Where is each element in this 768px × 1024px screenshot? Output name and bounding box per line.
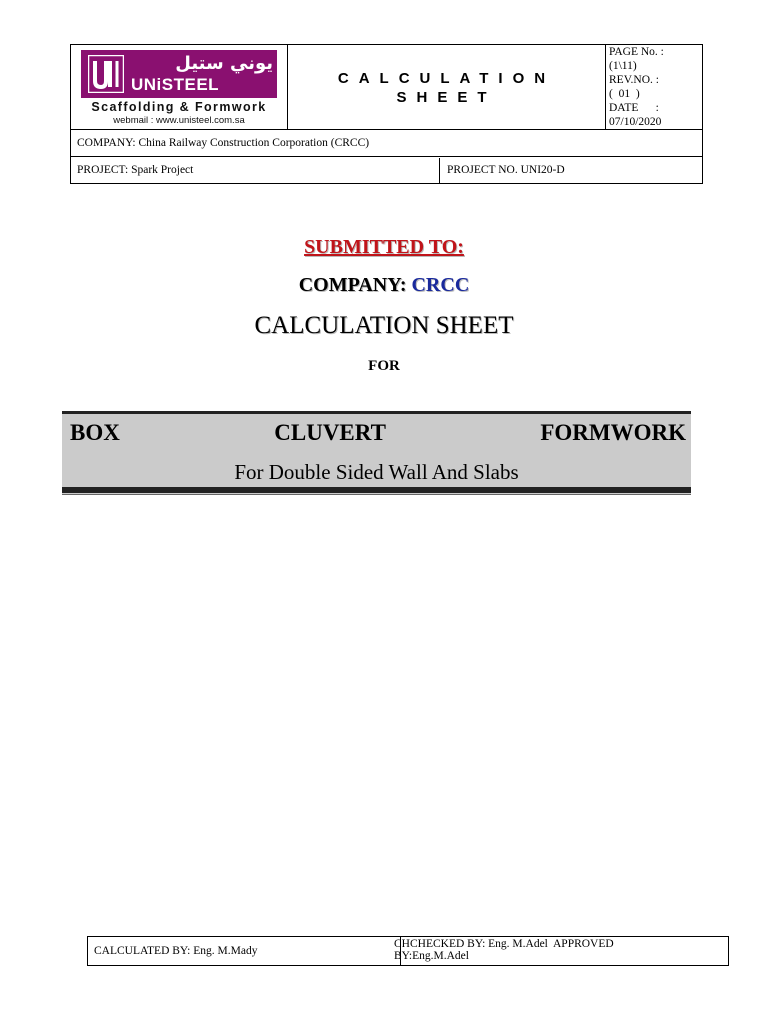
signature-table — [87, 936, 729, 966]
company-logo — [81, 50, 277, 98]
subject-banner — [62, 411, 691, 495]
banner-subtitle: For Double Sided Wall And Slabs — [234, 460, 519, 484]
banner-bottom-rule — [62, 487, 691, 493]
rev-label: REV.NO. : — [609, 74, 659, 86]
checked-approved-line1: CHCHECKED BY: Eng. M.Adel APPROVED — [394, 938, 614, 950]
sheet-title-line1: CALCULATION — [337, 70, 556, 87]
company-row: COMPANY: China Railway Construction Corporation (CRCC) — [71, 130, 702, 157]
project-name: PROJECT: Spark Project — [71, 158, 440, 183]
checked-approved-line2: BY:Eng.M.Adel — [394, 950, 469, 962]
calculated-by: CALCULATED BY: Eng. M.Mady — [88, 937, 401, 965]
header-table — [70, 44, 703, 184]
banner-top-rule — [62, 411, 691, 414]
banner-bottom-rule-thin — [62, 494, 691, 495]
header-top-row — [71, 45, 702, 130]
unisteel-logo-icon — [88, 55, 124, 93]
banner-word-1: BOX — [70, 420, 120, 445]
rev-value: ( 01 ) — [609, 88, 640, 100]
logo-cell — [71, 45, 288, 129]
sheet-title-line2: SHEET — [396, 89, 497, 106]
company-name: CRCC — [411, 274, 470, 296]
banner-word-3: FORMWORK — [540, 420, 686, 445]
sheet-title — [288, 69, 605, 107]
checked-approved-by — [394, 937, 728, 965]
logo-arabic-text: يوني ستيل — [175, 53, 273, 74]
project-number: PROJECT NO. UNI20-D — [447, 164, 565, 176]
banner-title — [70, 420, 686, 446]
logo-tagline: Scaffolding & Formwork — [91, 100, 267, 114]
company-label: COMPANY: — [298, 274, 412, 296]
logo-brand-text: UNiSTEEL — [131, 75, 220, 94]
logo-website: webmail : www.unisteel.com.sa — [113, 115, 245, 126]
date-label: DATE : — [609, 102, 659, 114]
company-line — [0, 274, 768, 297]
page-label: PAGE No. : — [609, 46, 664, 58]
for-label: FOR — [368, 358, 400, 374]
date-value: 07/10/2020 — [609, 116, 662, 128]
project-row — [71, 158, 702, 183]
page-value: (1\11) — [609, 60, 637, 72]
calculation-sheet-title: CALCULATION SHEET — [254, 312, 514, 339]
submitted-to-heading: SUBMITTED TO: — [304, 236, 464, 258]
meta-cell — [606, 45, 702, 129]
banner-word-2: CLUVERT — [274, 420, 386, 445]
title-cell — [288, 45, 606, 129]
